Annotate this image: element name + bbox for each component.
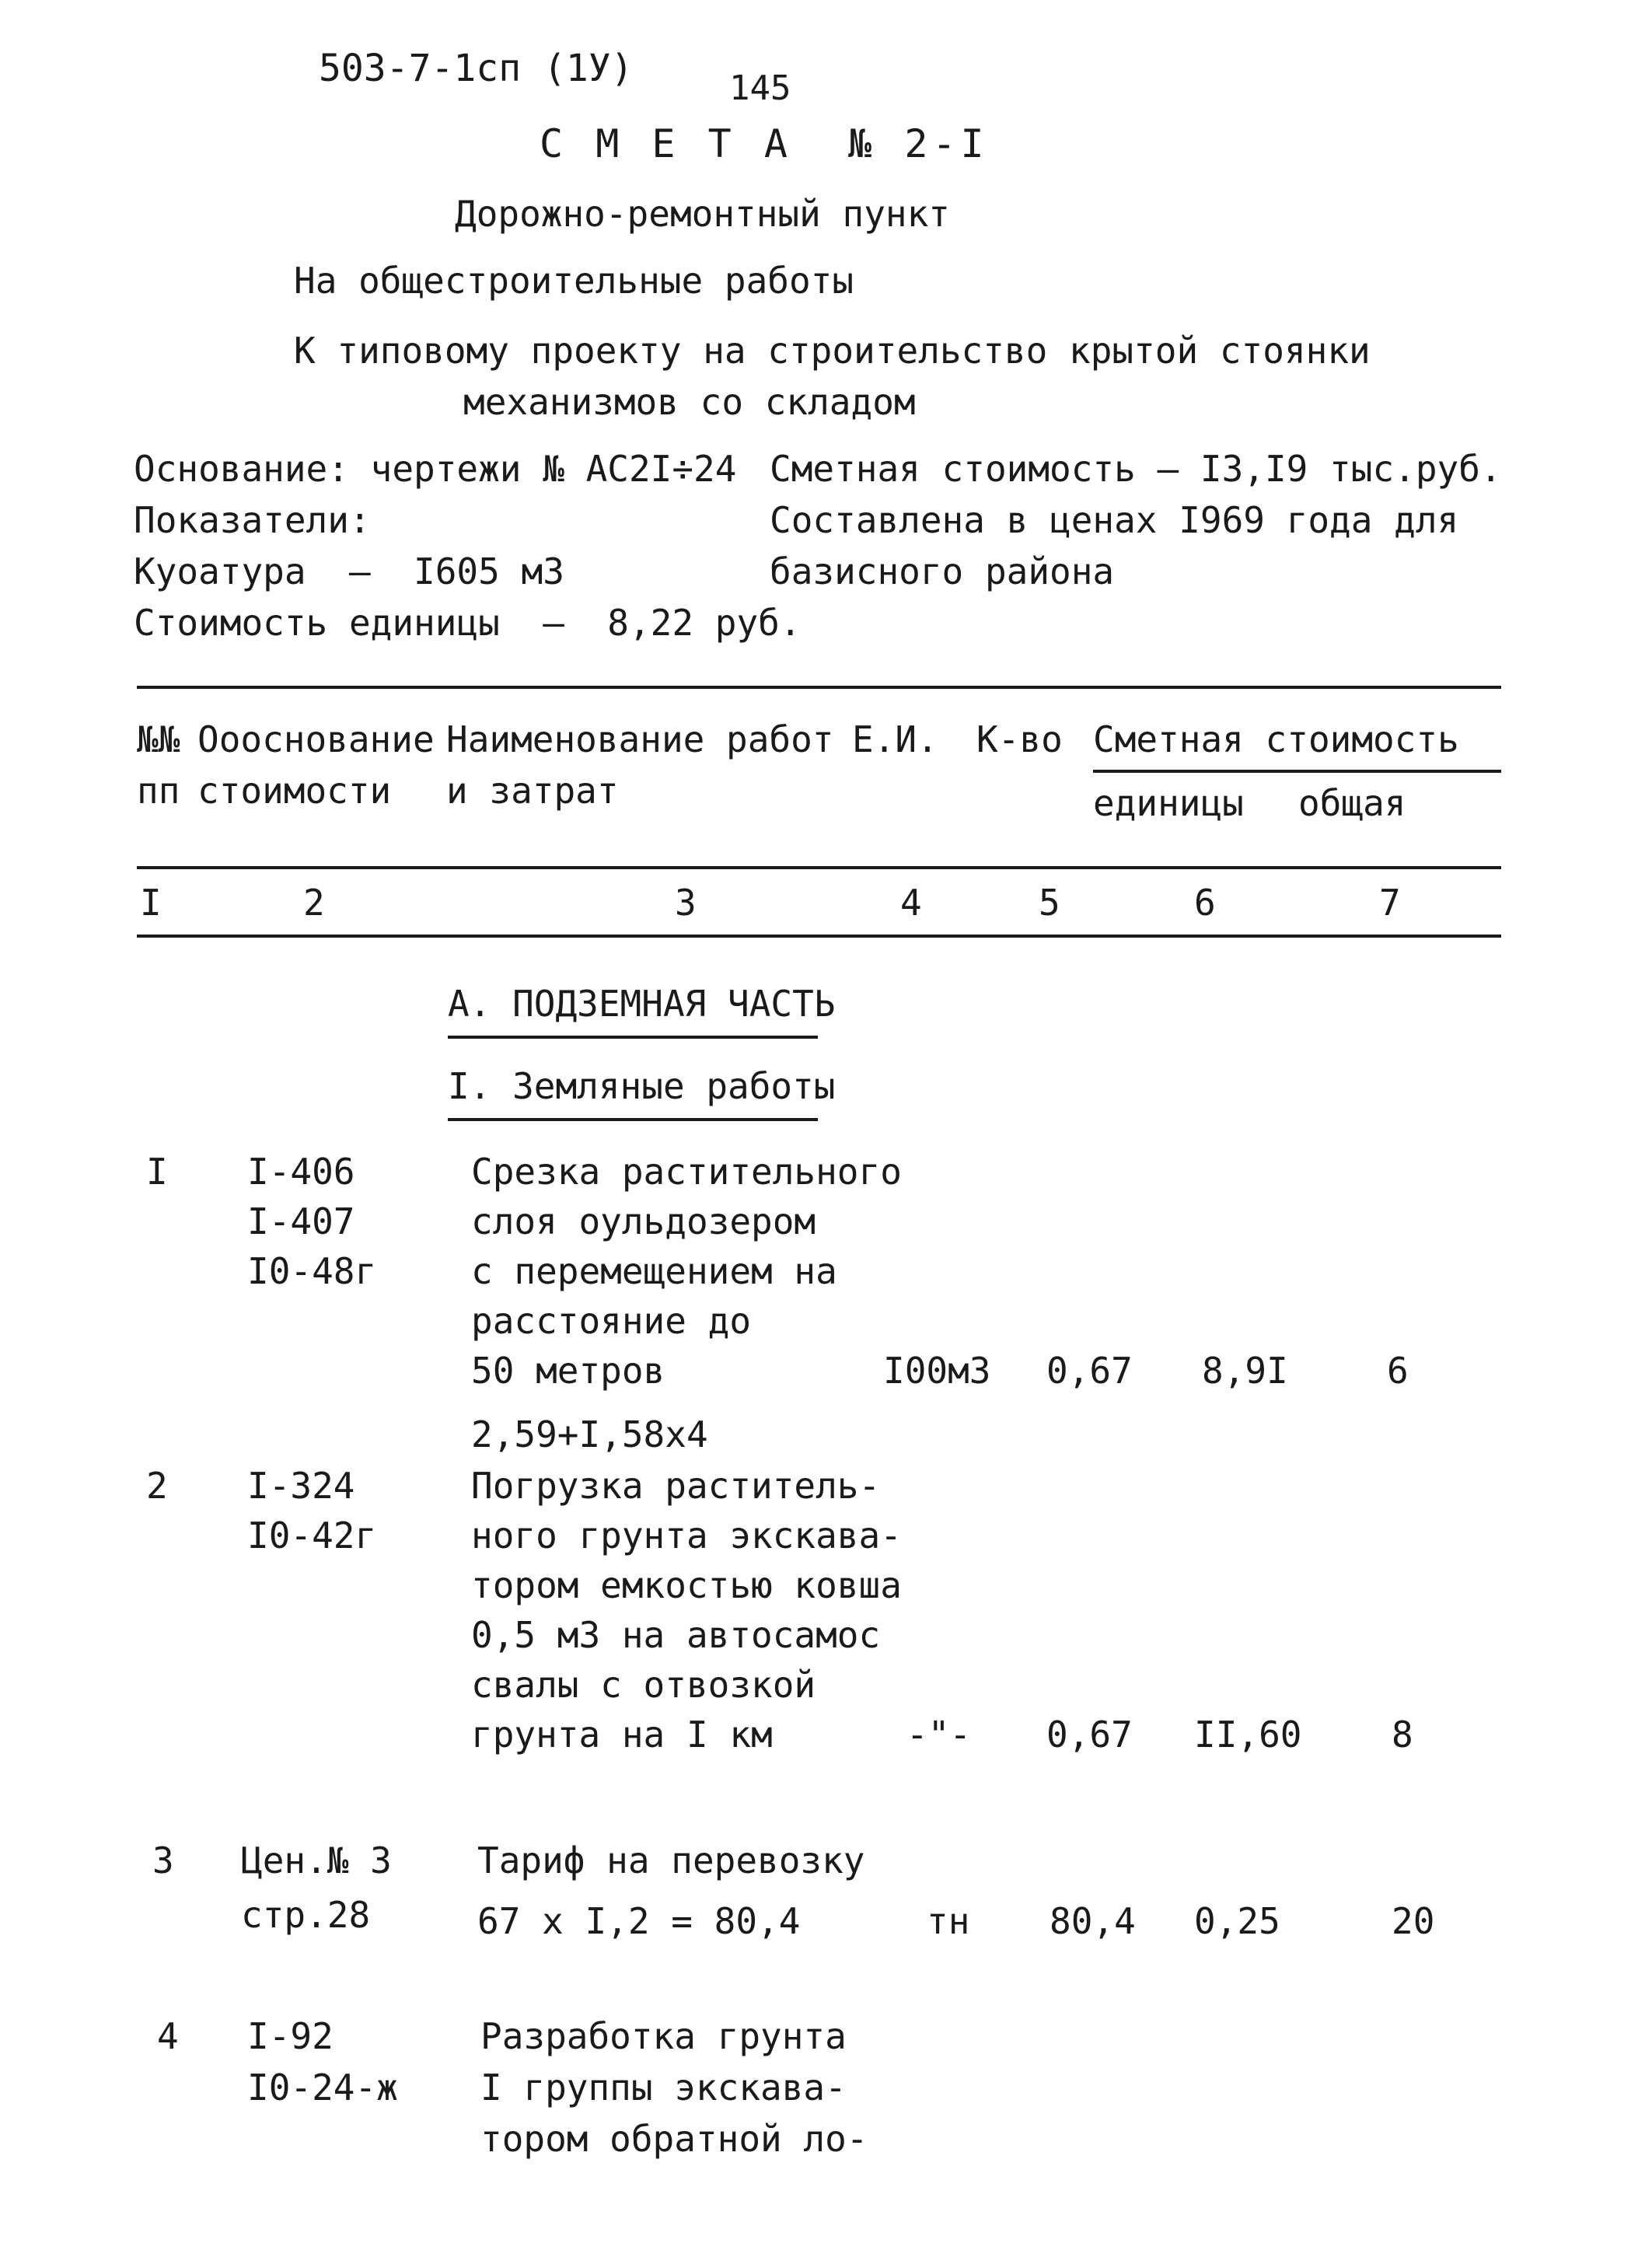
row-number: I — [146, 1151, 168, 1193]
estimated-cost: Сметная стоимость – I3,I9 тыс.руб. — [770, 448, 1502, 490]
header-num-line-2: пп — [137, 770, 180, 812]
page-number: 145 — [729, 68, 791, 108]
unit-of-measure: I00м3 — [883, 1350, 991, 1392]
column-number: 5 — [1039, 882, 1060, 924]
project-line-2: механизмов со складом — [463, 381, 916, 423]
basis-code: I-407 — [247, 1200, 355, 1242]
unit-of-measure: тн — [927, 1900, 970, 1942]
work-name-line: ного грунта экскава- — [471, 1515, 902, 1556]
column-number: 4 — [900, 882, 922, 924]
total-cost-value: 20 — [1392, 1900, 1435, 1942]
indicators-label: Показатели: — [134, 499, 371, 541]
basis-code: I0-42г — [247, 1515, 377, 1556]
document-title: С М Е Т А № 2-I — [540, 121, 989, 166]
work-name-line: 67 х I,2 = 80,4 — [477, 1900, 801, 1942]
quantity: 0,67 — [1046, 1714, 1133, 1756]
subsection-title: I. Земляные работы — [448, 1065, 836, 1107]
header-basis-line-2: стоимости — [197, 770, 392, 812]
header-num-line-1: №№ — [137, 718, 180, 760]
header-cost-unit: единицы — [1093, 782, 1244, 824]
column-number: I — [140, 882, 162, 924]
unit-cost-value: 8,9I — [1202, 1350, 1288, 1392]
work-name-line: Тариф на перевозку — [477, 1839, 865, 1881]
table-top-rule — [137, 686, 1501, 689]
work-name-line: I группы экскава- — [480, 2067, 847, 2109]
basis-drawings: Основание: чертежи № АС2I÷24 — [134, 448, 737, 490]
work-name-line: Срезка растительного — [471, 1151, 902, 1193]
basis-code: Цен.№ 3 — [241, 1839, 392, 1881]
work-name-line: расстояние до — [471, 1300, 752, 1342]
row-number: 4 — [157, 2015, 179, 2057]
document-code: 503-7-1сп (1У) — [319, 47, 634, 90]
header-name-line-1: Наименование работ — [446, 718, 834, 760]
section-underline — [448, 1036, 818, 1039]
basis-code: I-324 — [247, 1465, 355, 1507]
unit-cost-value: II,60 — [1194, 1714, 1302, 1756]
column-number: 7 — [1379, 882, 1401, 924]
basis-code: I-406 — [247, 1151, 355, 1193]
building-volume: Куоатура – I605 м3 — [134, 550, 564, 592]
unit-of-measure: -"- — [906, 1714, 972, 1756]
work-name-line: 0,5 м3 на автосамос — [471, 1614, 881, 1656]
work-name-line: с перемещением на — [471, 1250, 837, 1292]
header-unit: Е.И. — [852, 718, 938, 760]
quantity: 0,67 — [1046, 1350, 1133, 1392]
work-name-line: Погрузка раститель- — [471, 1465, 881, 1507]
work-name-line: свалы с отвозкой — [471, 1664, 816, 1706]
price-basis-line-1: Составлена в ценах I969 года для — [770, 499, 1459, 541]
header-name-line-2: и затрат — [446, 770, 619, 812]
basis-code: стр.28 — [241, 1894, 371, 1936]
work-name-line: 50 метров — [471, 1350, 665, 1392]
basis-code: I0-48г — [247, 1250, 377, 1292]
row-number: 2 — [146, 1465, 168, 1507]
subsection-underline — [448, 1118, 818, 1121]
work-name-line: Разработка грунта — [480, 2015, 847, 2057]
work-name-line: грунта на I км — [471, 1714, 773, 1756]
unit-cost-value: 0,25 — [1194, 1900, 1280, 1942]
unit-cost: Стоимость единицы – 8,22 руб. — [134, 602, 802, 644]
works-scope: На общестроительные работы — [294, 260, 854, 302]
basis-code: I0-24-ж — [247, 2067, 398, 2109]
column-number: 3 — [675, 882, 697, 924]
column-numbers-rule — [137, 935, 1501, 938]
section-title: А. ПОДЗЕМНАЯ ЧАСТЬ — [448, 983, 836, 1025]
price-basis-line-2: базисного района — [770, 550, 1115, 592]
calculation-formula: 2,59+I,58х4 — [471, 1413, 708, 1455]
header-cost-group: Сметная стоимость — [1093, 718, 1459, 760]
total-cost-value: 8 — [1392, 1714, 1413, 1756]
row-number: 3 — [152, 1839, 174, 1881]
object-name: Дорожно-ремонтный пункт — [455, 193, 950, 235]
work-name-line: слоя оульдозером — [471, 1200, 816, 1242]
work-name-line: тором емкостью ковша — [471, 1564, 902, 1606]
quantity: 80,4 — [1050, 1900, 1136, 1942]
project-line-1: К типовому проекту на строительство крытой стоянки — [294, 330, 1371, 372]
work-name-line: тором обратной ло- — [480, 2118, 868, 2160]
cost-group-underline — [1093, 770, 1501, 773]
total-cost-value: 6 — [1387, 1350, 1409, 1392]
basis-code: I-92 — [247, 2015, 334, 2057]
header-qty: К-во — [976, 718, 1063, 760]
header-cost-total: общая — [1298, 782, 1406, 824]
header-basis-line-1: Оооснование — [197, 718, 435, 760]
column-number: 2 — [303, 882, 325, 924]
column-number: 6 — [1194, 882, 1216, 924]
header-bottom-rule — [137, 866, 1501, 869]
